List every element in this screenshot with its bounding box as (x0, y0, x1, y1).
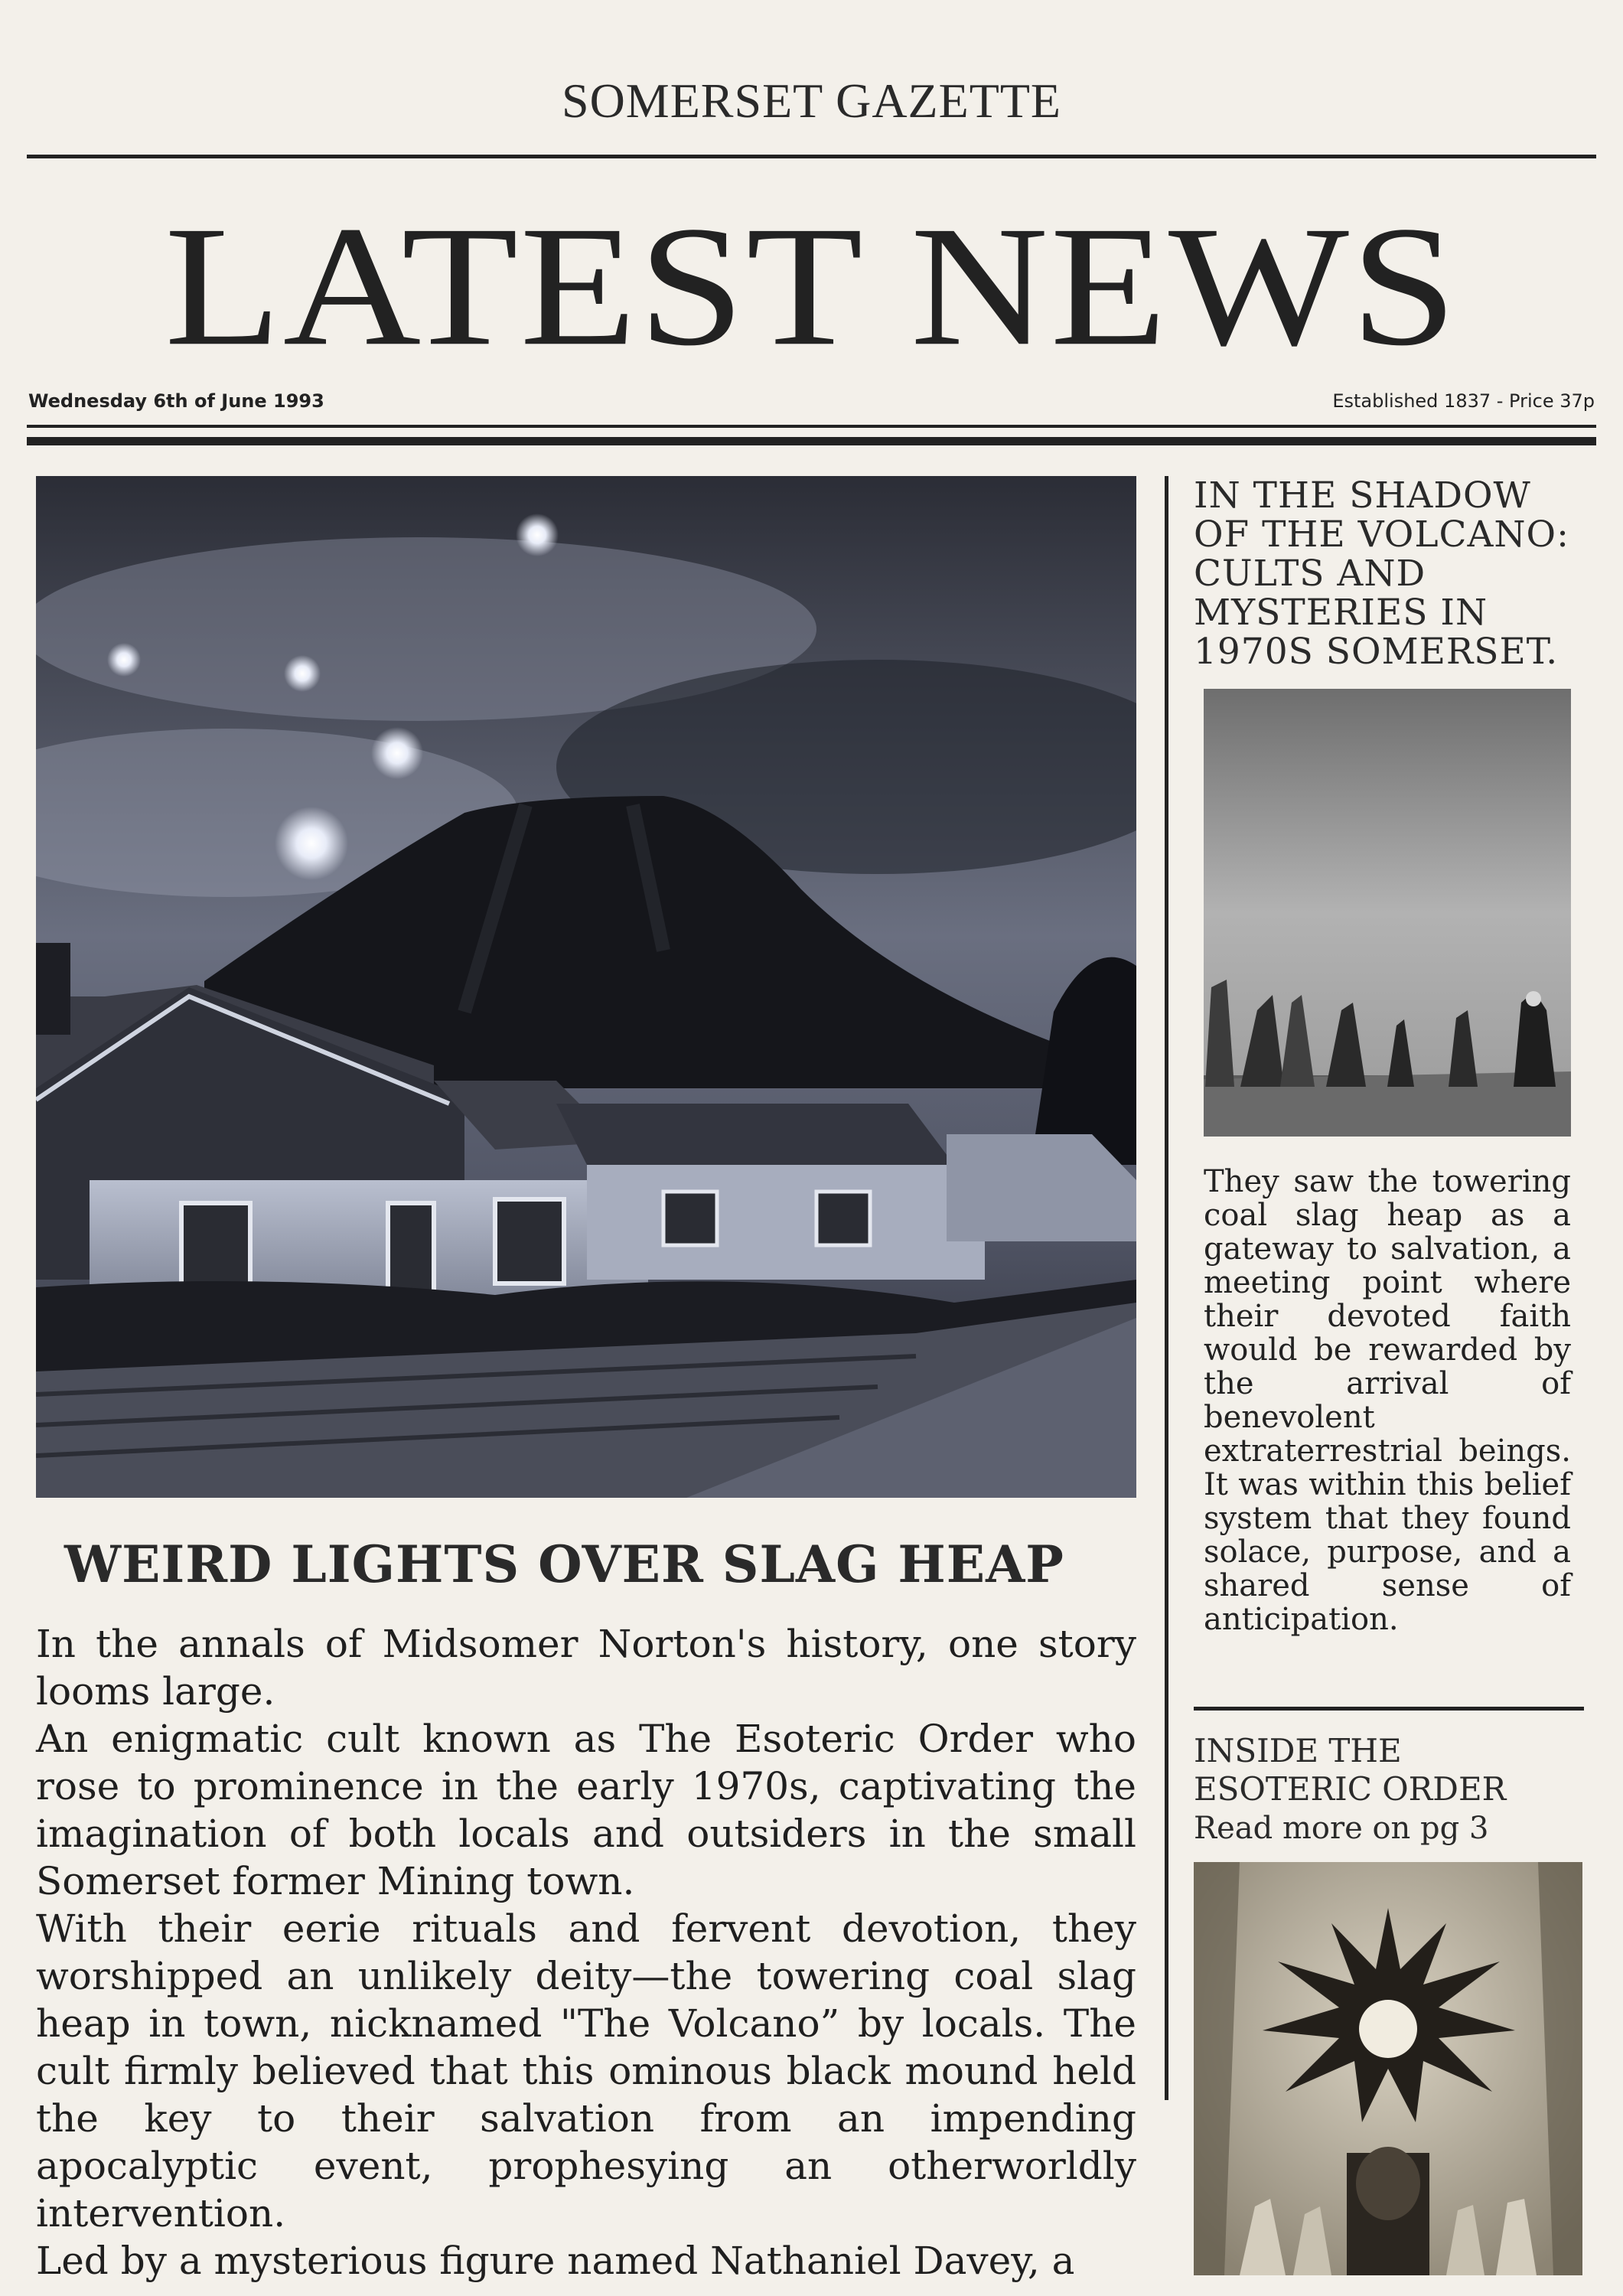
sidebar-read-more-link[interactable]: Read more on pg 3 (1194, 1811, 1489, 1846)
sidebar-feature-title: IN THE SHADOW OF THE VOLCANO: CULTS AND MYSTERIES IN 1970S SOMERSET. (1194, 475, 1569, 673)
established-label: Established 1837 - Price 37p (1332, 390, 1595, 412)
sidebar-feature-photo (1204, 689, 1571, 1137)
masthead-title: SOMERSET GAZETTE (561, 73, 1062, 128)
sidebar-teaser-photo (1194, 1862, 1582, 2275)
masthead-rule (27, 155, 1596, 158)
hooded-figures-photo-icon (1204, 689, 1571, 1137)
date-label: Wednesday 6th of June 1993 (28, 390, 324, 412)
esoteric-sun-photo-icon (1194, 1862, 1582, 2275)
page-headline: LATEST NEWS (165, 191, 1458, 382)
sidebar-section-rule (1194, 1707, 1584, 1711)
main-article-paragraph: An enigmatic cult known as The Esoteric Order who rose to prominence in the early 1970s, captivating the imagination of both locals and outsiders in the small Somerset former Mining town. (36, 1717, 1136, 1903)
column-divider (1165, 476, 1168, 2100)
main-article-paragraph: In the annals of Midsomer Norton's history, one story looms large. (36, 1622, 1136, 1714)
main-article-body (36, 1620, 1136, 2285)
dateline-rule-thick (27, 437, 1596, 445)
volcano-night-lights-photo-icon (36, 476, 1136, 1498)
main-article-paragraph: With their eerie rituals and fervent devotion, they worshipped an unlikely deity—the towering coal slag heap in town, nicknamed "The Volcano” by locals. The cult firmly believed that this ominous black mound held the key to their salvation from an impending apocalyptic event, prophesying an otherworldly intervention. (36, 1906, 1136, 2236)
main-article-title: WEIRD LIGHTS OVER SLAG HEAP (64, 1534, 1064, 1594)
sidebar-feature-body: They saw the towering coal slag heap as a gateway to salvation, a meeting point where their devoted faith would be rewarded by the arrival of benevolent extraterrestrial beings. It was within this belief system that they found solace, purpose, and a shared sense of anticipation. (1204, 1164, 1571, 1637)
dateline-rule-thin (27, 425, 1596, 428)
sidebar-teaser-title: INSIDE THE ESOTERIC ORDER (1194, 1732, 1507, 1808)
main-article-photo (36, 476, 1136, 1498)
main-article-paragraph: Led by a mysterious figure named Nathaniel Davey, a (36, 2239, 1075, 2283)
